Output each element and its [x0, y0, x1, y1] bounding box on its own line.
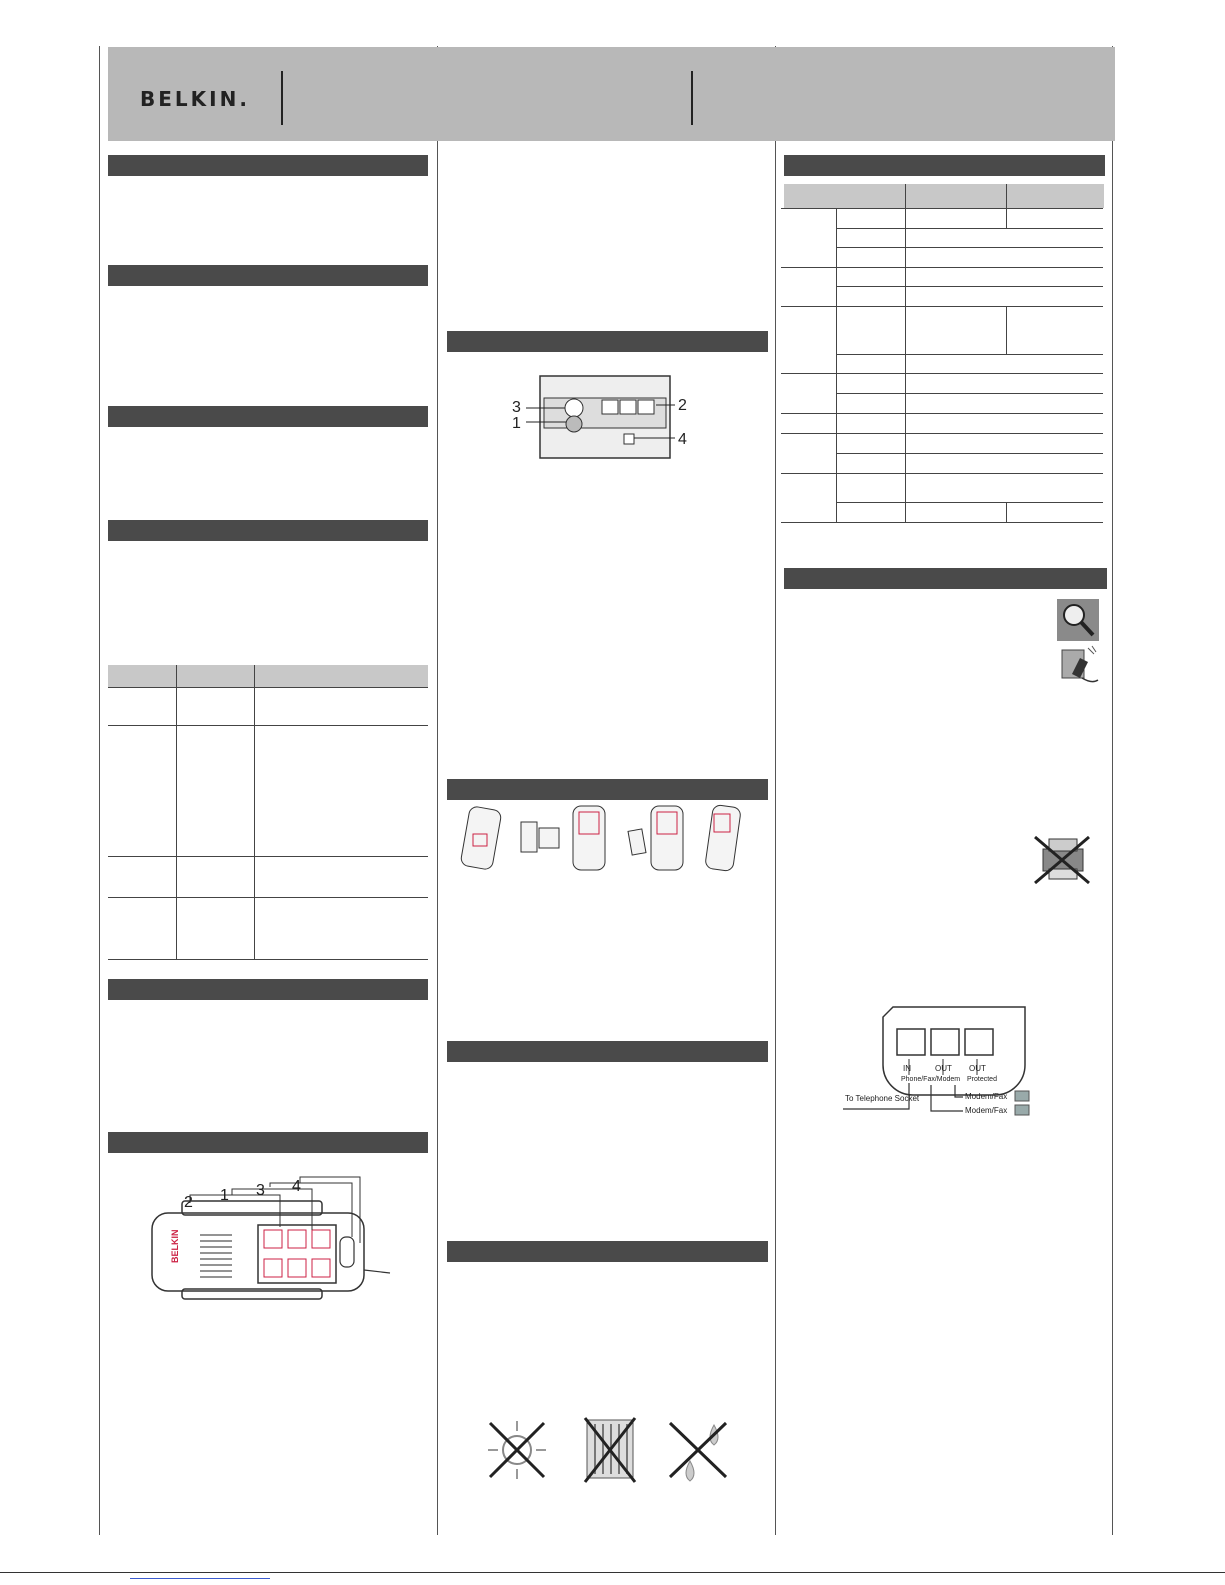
belkin-logo: BELKIN. — [140, 87, 250, 111]
column-divider-mid1 — [437, 46, 438, 1535]
port-sublabel-2: Protected — [967, 1076, 997, 1083]
spec-rule — [836, 247, 1103, 248]
rear-callout-2: 2 — [678, 397, 687, 414]
top-view-figure — [140, 1175, 400, 1305]
section-bar-left-2 — [108, 265, 428, 286]
section-bar-left-3 — [108, 406, 428, 427]
section-bar-mid-2 — [447, 779, 768, 800]
port-label-in: IN — [903, 1064, 911, 1073]
port-label-out1: OUT — [935, 1064, 952, 1073]
table-rule — [108, 687, 428, 688]
no-printer-icon — [1031, 833, 1093, 885]
top-view-callout-1: 1 — [220, 1187, 229, 1204]
section-bar-left-4 — [108, 520, 428, 541]
column-divider-right — [1112, 46, 1113, 1535]
modem-fax-label-1: Modem/Fax — [965, 1092, 1008, 1101]
spec-col-1 — [836, 208, 837, 522]
spec-rule — [781, 208, 1103, 209]
mounting-sequence-figure — [455, 800, 755, 875]
spec-table-header — [784, 184, 1104, 208]
spec-rule — [836, 502, 1103, 503]
spec-rule — [781, 522, 1103, 523]
rear-callout-3: 3 — [512, 399, 521, 416]
table-rule — [108, 897, 428, 898]
magnifier-icon — [1057, 599, 1099, 641]
rear-panel-figure — [510, 372, 700, 462]
spec-rule — [781, 413, 1103, 414]
top-view-callout-4: 4 — [292, 1178, 301, 1195]
port-label-out2: OUT — [969, 1064, 986, 1073]
column-divider-mid2 — [775, 46, 776, 1535]
modem-fax-label-2: Modem/Fax — [965, 1106, 1008, 1115]
section-bar-right-2 — [784, 568, 1107, 589]
spec-rule — [836, 354, 1103, 355]
phone-connection-diagram — [843, 1005, 1043, 1125]
spec-rule — [836, 453, 1103, 454]
no-water-icon — [666, 1417, 732, 1487]
spec-col-2 — [905, 208, 906, 522]
spec-rule — [781, 473, 1103, 474]
no-heater-icon — [583, 1414, 638, 1486]
header-divider-1 — [281, 71, 283, 125]
section-bar-right-1 — [784, 155, 1105, 176]
top-view-callout-2: 2 — [184, 1194, 193, 1211]
top-view-brand: BELKIN — [170, 1229, 180, 1263]
table-col-rule — [254, 665, 255, 959]
rear-callout-4: 4 — [678, 431, 687, 448]
spec-rule — [836, 393, 1103, 394]
header-banner — [108, 47, 1115, 141]
header-divider-2 — [691, 71, 693, 125]
unplug-icon — [1058, 644, 1102, 686]
table-rule — [108, 959, 428, 960]
section-bar-mid-3 — [447, 1041, 768, 1062]
spec-rule — [836, 228, 1103, 229]
column-divider-left — [99, 46, 100, 1535]
indicator-table-header — [108, 665, 428, 687]
top-view-callout-3: 3 — [256, 1182, 265, 1199]
spec-rule — [781, 267, 1103, 268]
spec-rule — [781, 373, 1103, 374]
section-bar-left-5 — [108, 979, 428, 1000]
section-bar-left-1 — [108, 155, 428, 176]
table-rule — [108, 725, 428, 726]
spec-rule — [836, 286, 1103, 287]
port-sublabel-1: Phone/Fax/Modem — [901, 1076, 961, 1083]
spec-rule — [781, 306, 1103, 307]
table-col-rule — [176, 665, 177, 959]
spec-header-col — [1006, 184, 1007, 208]
footer-link-underline[interactable] — [130, 1578, 270, 1579]
to-telephone-socket-label: To Telephone Socket — [845, 1094, 920, 1103]
spec-header-col — [905, 184, 906, 208]
section-bar-mid-4 — [447, 1241, 768, 1262]
rear-callout-1: 1 — [512, 415, 521, 432]
no-sun-icon — [484, 1417, 550, 1483]
spec-rule — [781, 433, 1103, 434]
spec-col-3b — [1006, 306, 1007, 354]
spec-col-3a — [1006, 208, 1007, 228]
section-bar-left-6 — [108, 1132, 428, 1153]
footer-rule — [0, 1572, 1225, 1573]
table-rule — [108, 856, 428, 857]
section-bar-mid-1 — [447, 331, 768, 352]
spec-col-3c — [1006, 502, 1007, 522]
